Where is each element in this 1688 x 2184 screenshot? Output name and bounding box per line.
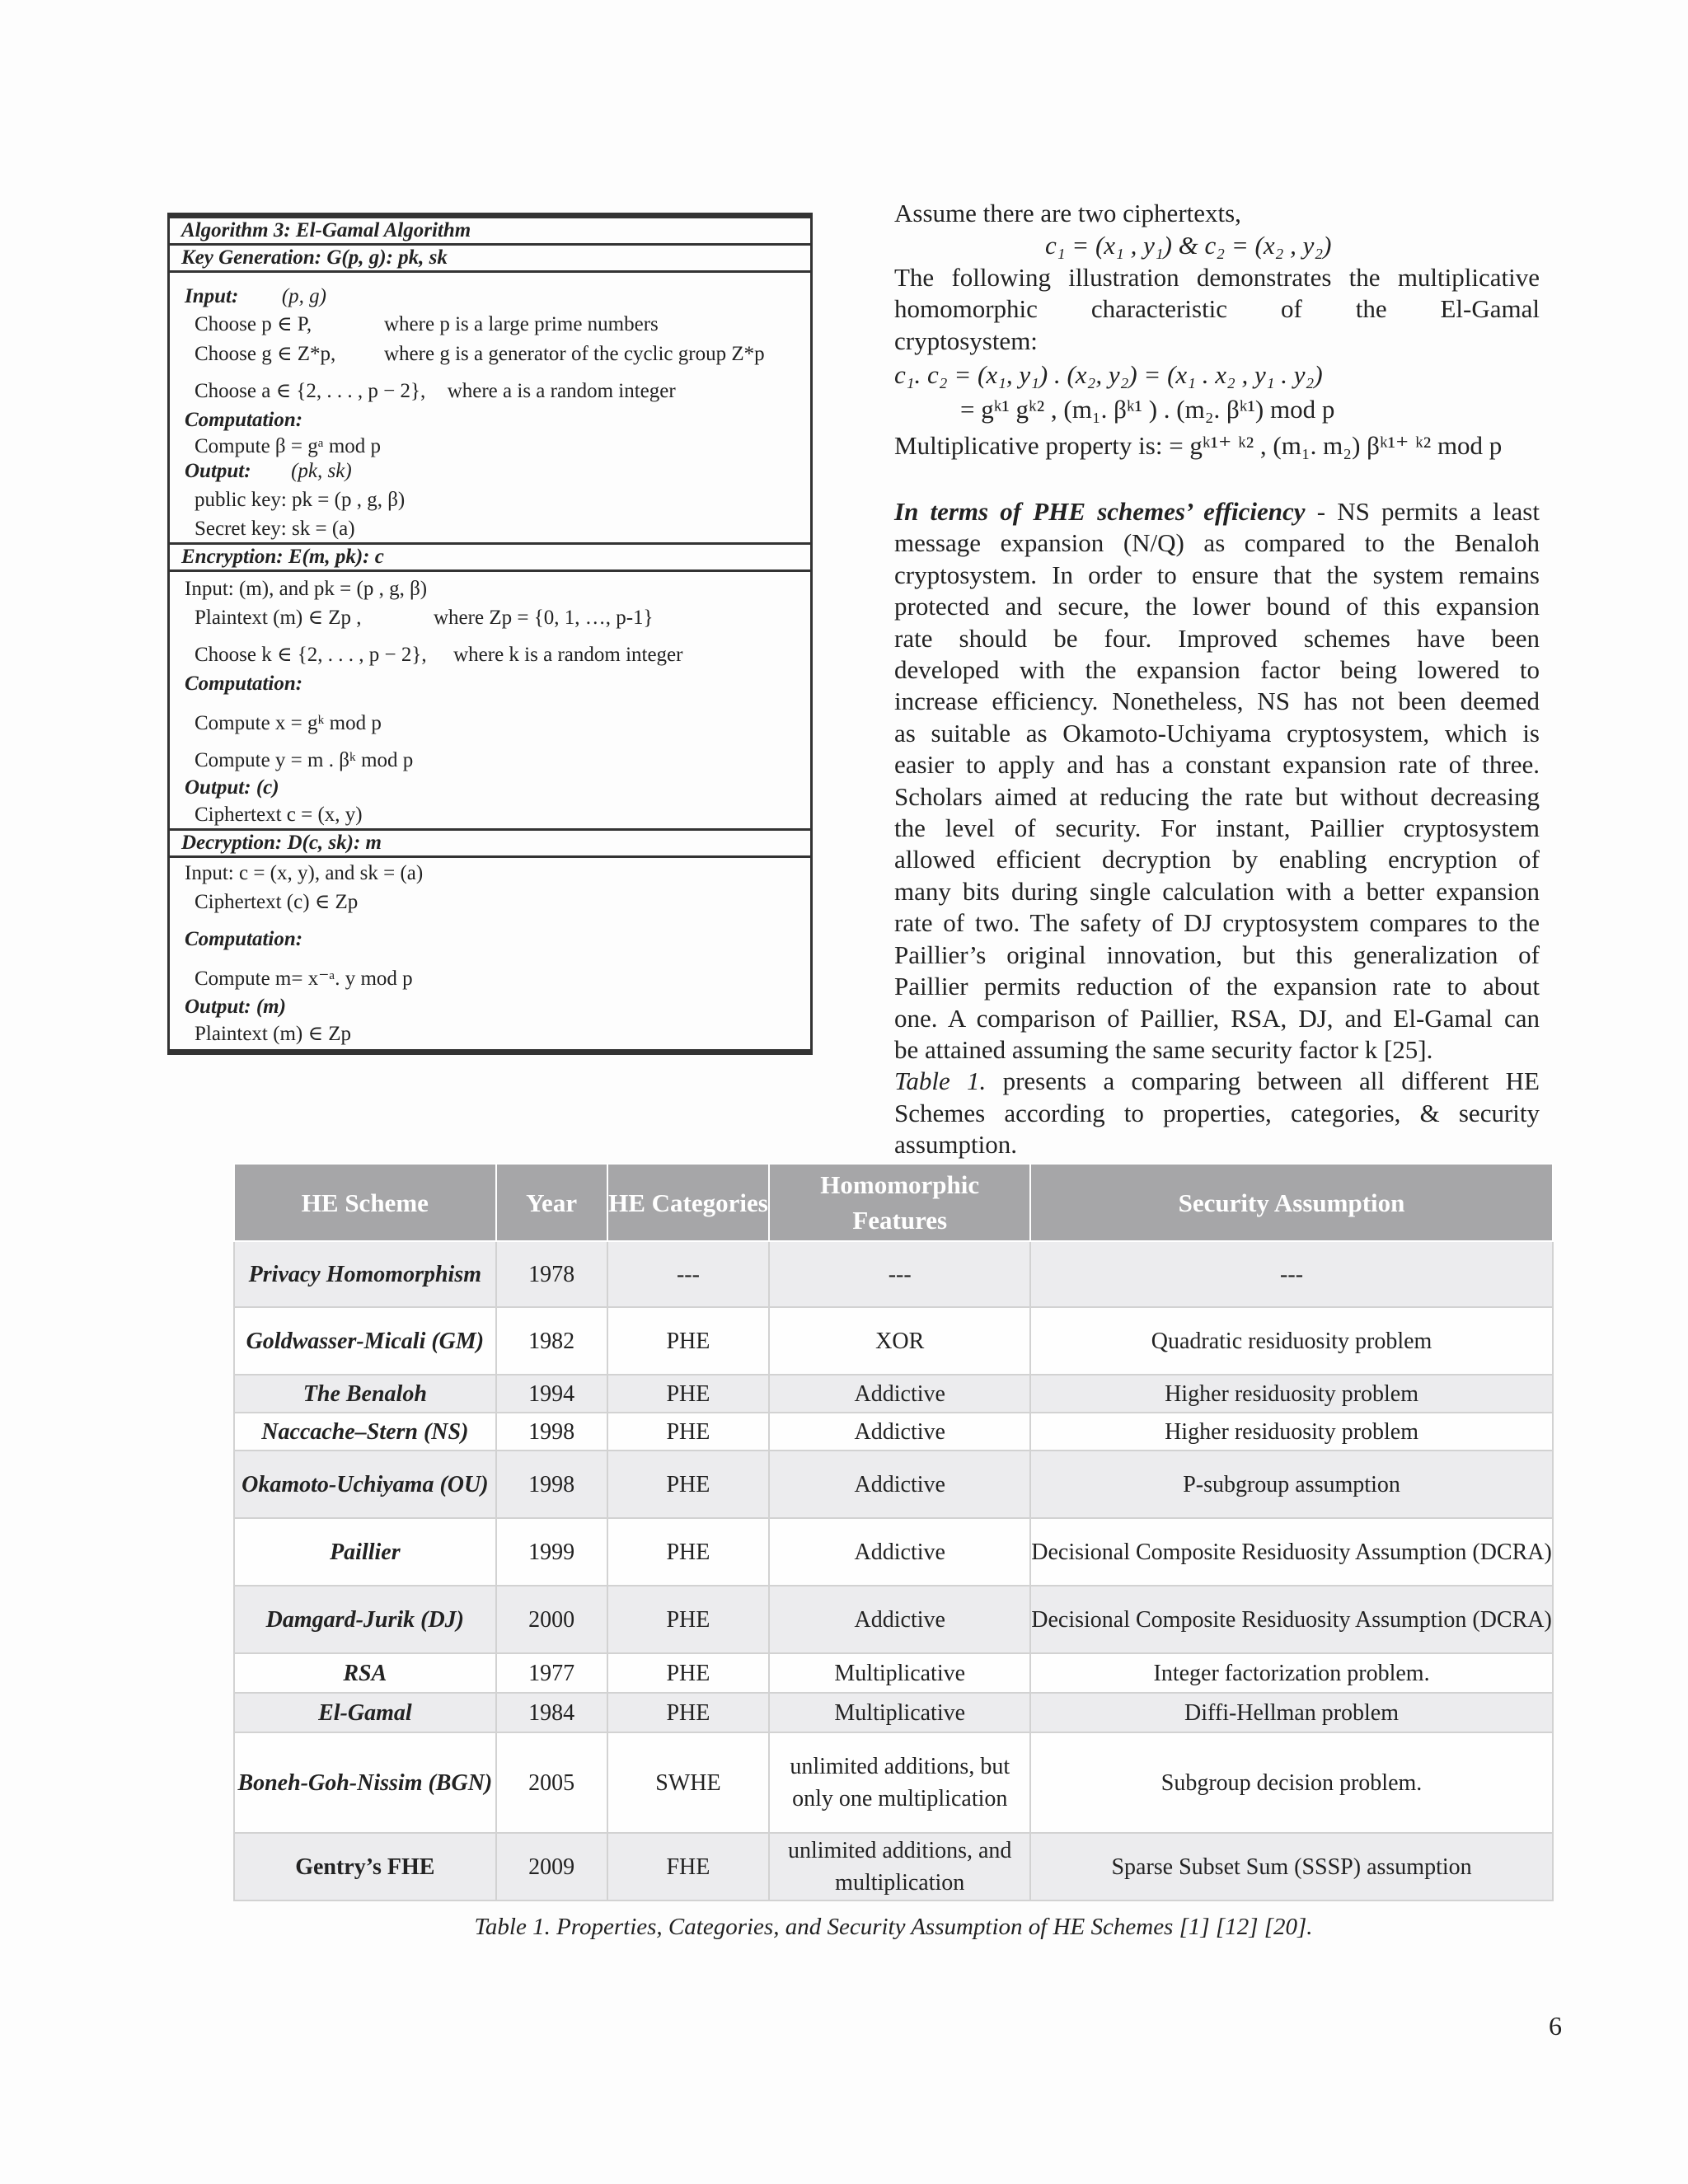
cell-security: Sparse Subset Sum (SSSP) assumption xyxy=(1030,1833,1553,1900)
keygen-choose-g: Choose g ∈ Z*p, where g is a generator of the cyclic group Z*p xyxy=(195,343,765,365)
efficiency-line: protected and secure, the lower bound of this expansion xyxy=(894,592,1540,621)
cell-security: Higher residuosity problem xyxy=(1030,1375,1553,1413)
cell-scheme: Goldwasser-Micali (GM) xyxy=(234,1307,496,1375)
encryption-compute-x: Compute x = gᵏ mod p xyxy=(195,712,382,734)
cell-year: 2000 xyxy=(496,1586,607,1653)
cell-category: PHE xyxy=(607,1586,770,1653)
cell-scheme: El-Gamal xyxy=(234,1693,496,1732)
cell-scheme: The Benaloh xyxy=(234,1375,496,1413)
keygen-input: Input: (p, g) xyxy=(185,285,326,307)
efficiency-line: cryptosystem. In order to ensure that the system remains xyxy=(894,560,1540,589)
cell-feature: Multiplicative xyxy=(769,1693,1030,1732)
cell-year: 1977 xyxy=(496,1653,607,1693)
cell-feature: --- xyxy=(769,1241,1030,1307)
cell-year: 1994 xyxy=(496,1375,607,1413)
efficiency-line: developed with the expansion factor being lowered to xyxy=(894,655,1540,685)
cell-category: PHE xyxy=(607,1693,770,1732)
efficiency-line: the level of security. For instant, Paillier cryptosystem xyxy=(894,813,1540,843)
assume-line: Assume there are two ciphertexts, xyxy=(894,199,1241,227)
cell-security: P-subgroup assumption xyxy=(1030,1451,1553,1518)
cell-category: PHE xyxy=(607,1653,770,1693)
efficiency-line: increase efficiency. Nonetheless, NS has not been deemed xyxy=(894,687,1540,716)
cell-category: PHE xyxy=(607,1518,770,1586)
table-row xyxy=(234,1653,1553,1693)
encryption-compute-y: Compute y = m . βᵏ mod p xyxy=(195,749,414,771)
cell-scheme: Okamoto-Uchiyama (OU) xyxy=(234,1451,496,1518)
cell-scheme: Damgard-Jurik (DJ) xyxy=(234,1586,496,1653)
cell-year: 1999 xyxy=(496,1518,607,1586)
cell-security: Decisional Composite Residuosity Assumption (DCRA) xyxy=(1030,1586,1553,1653)
table-reference-line-2: Schemes according to properties, categories, & security xyxy=(894,1098,1540,1127)
efficiency-line: allowed efficient decryption by enabling encryption of xyxy=(894,845,1540,874)
cell-category: PHE xyxy=(607,1413,770,1451)
table-row xyxy=(234,1307,1553,1375)
keygen-public-key: public key: pk = (p , g, β) xyxy=(195,489,406,511)
table-reference-line-3: assumption. xyxy=(894,1130,1017,1160)
table-reference-line-1: Table 1. presents a comparing between all different HE xyxy=(894,1066,1540,1096)
table-header-row xyxy=(234,1164,1553,1241)
efficiency-line: as suitable as Okamoto-Uchiyama cryptosystem, which is xyxy=(894,718,1540,748)
cell-category: PHE xyxy=(607,1375,770,1413)
cell-feature: Addictive xyxy=(769,1375,1030,1413)
efficiency-lead: In terms of PHE schemes’ efficiency xyxy=(894,497,1306,526)
cell-feature: unlimited additions, and multiplication xyxy=(769,1833,1030,1900)
header-homomorphic-features: Homomorphic Features xyxy=(769,1164,1030,1241)
efficiency-line: rate should be four. Improved schemes have been xyxy=(894,623,1540,653)
efficiency-line: Paillier permits reduction of the expansion rate to about xyxy=(894,972,1540,1001)
cell-year: 2009 xyxy=(496,1833,607,1900)
table-row xyxy=(234,1833,1553,1900)
he-schemes-table xyxy=(233,1163,1554,1901)
cell-feature: Addictive xyxy=(769,1518,1030,1586)
keygen-choose-p: Choose p ∈ P, where p is a large prime numbers xyxy=(195,313,659,335)
cell-feature: Addictive xyxy=(769,1413,1030,1451)
encryption-input: Input: (m), and pk = (p , g, β) xyxy=(185,578,428,600)
efficiency-line: rate of two. The safety of DJ cryptosystem compares to the xyxy=(894,908,1540,938)
following-line-3: cryptosystem: xyxy=(894,326,1038,355)
cell-scheme: Boneh-Goh-Nissim (BGN) xyxy=(234,1732,496,1833)
algorithm-title: Algorithm 3: El-Gamal Algorithm xyxy=(170,218,810,246)
table-row xyxy=(234,1586,1553,1653)
table-row xyxy=(234,1693,1553,1732)
cell-category: SWHE xyxy=(607,1732,770,1833)
cell-year: 1978 xyxy=(496,1241,607,1307)
table-row xyxy=(234,1518,1553,1586)
ciphertexts-equation: c₁ = (x₁ , y₁) & c₂ = (x₂ , y₂) xyxy=(1045,231,1332,260)
table-row xyxy=(234,1241,1553,1307)
cell-feature: XOR xyxy=(769,1307,1030,1375)
cell-category: PHE xyxy=(607,1451,770,1518)
efficiency-line: Paillier’s original innovation, but this generalization of xyxy=(894,940,1540,969)
keygen-compute-beta: Compute β = gᵃ mod p xyxy=(195,435,382,457)
decryption-compute-m: Compute m= x⁻ᵃ. y mod p xyxy=(195,968,413,990)
cell-category: PHE xyxy=(607,1307,770,1375)
decryption-ciphertext: Ciphertext (c) ∈ Zp xyxy=(195,891,359,913)
efficiency-line-1: In terms of PHE schemes’ efficiency - NS permits a least xyxy=(894,497,1540,526)
decryption-computation-label: Computation: xyxy=(185,928,303,950)
cell-security: Integer factorization problem. xyxy=(1030,1653,1553,1693)
cell-security: Higher residuosity problem xyxy=(1030,1413,1553,1451)
efficiency-line: many bits during single calculation with a better expansion xyxy=(894,876,1540,906)
cell-category: --- xyxy=(607,1241,770,1307)
cell-feature: unlimited additions, but only one multiplication xyxy=(769,1732,1030,1833)
cell-security: Decisional Composite Residuosity Assumption (DCRA) xyxy=(1030,1518,1553,1586)
decryption-output: Output: (m) xyxy=(185,996,286,1018)
encryption-ciphertext: Ciphertext c = (x, y) xyxy=(195,804,363,826)
cell-year: 1982 xyxy=(496,1307,607,1375)
table-row xyxy=(234,1413,1553,1451)
decryption-header: Decryption: D(c, sk): m xyxy=(170,831,810,858)
efficiency-paragraph xyxy=(894,496,1540,1161)
encryption-choose-k: Choose k ∈ {2, . . . , p − 2}, where k is a random integer xyxy=(195,644,683,666)
following-line-1: The following illustration demonstrates the multiplicative xyxy=(894,263,1540,292)
efficiency-line: Scholars aimed at reducing the rate but without decreasing xyxy=(894,781,1540,811)
equation-3: Multiplicative property is: = gᵏ¹⁺ ᵏ² , (m₁. m₂) βᵏ¹⁺ ᵏ² mod p xyxy=(894,431,1503,460)
efficiency-line: be attained assuming the same security factor k [25]. xyxy=(894,1034,1433,1064)
cell-feature: Multiplicative xyxy=(769,1653,1030,1693)
cell-scheme: Privacy Homomorphism xyxy=(234,1241,496,1307)
encryption-computation-label: Computation: xyxy=(185,673,303,695)
keygen-output: Output: (pk, sk) xyxy=(185,460,352,482)
keygen-computation-label: Computation: xyxy=(185,409,303,431)
cell-year: 1998 xyxy=(496,1413,607,1451)
keygen-secret-key: Secret key: sk = (a) xyxy=(195,518,355,540)
decryption-plaintext: Plaintext (m) ∈ Zp xyxy=(195,1023,352,1045)
cell-security: Diffi-Hellman problem xyxy=(1030,1693,1553,1732)
table-caption: Table 1. Properties, Categories, and Security Assumption of HE Schemes [1] [12] [20]. xyxy=(474,1914,1313,1940)
algorithm-box xyxy=(167,213,813,1055)
efficiency-line: message expansion (N/Q) as compared to the Benaloh xyxy=(894,528,1540,558)
cell-feature: Addictive xyxy=(769,1586,1030,1653)
header-he-categories: HE Categories xyxy=(607,1164,770,1241)
decryption-input: Input: c = (x, y), and sk = (a) xyxy=(185,862,424,884)
cell-scheme: Paillier xyxy=(234,1518,496,1586)
table-row xyxy=(234,1375,1553,1413)
table-reference: Table 1. xyxy=(894,1066,987,1096)
header-security-assumption: Security Assumption xyxy=(1030,1164,1553,1241)
header-he-scheme: HE Scheme xyxy=(234,1164,496,1241)
equation-2: = gᵏ¹ gᵏ² , (m₁. βᵏ¹ ) . (m₂. βᵏ¹) mod p xyxy=(960,395,1335,424)
keygen-choose-a: Choose a ∈ {2, . . . , p − 2}, where a is a random integer xyxy=(195,380,676,402)
encryption-header: Encryption: E(m, pk): c xyxy=(170,545,810,572)
cell-feature: Addictive xyxy=(769,1451,1030,1518)
cell-year: 1984 xyxy=(496,1693,607,1732)
keygen-header: Key Generation: G(p, g): pk, sk xyxy=(170,246,810,273)
cell-scheme: Gentry’s FHE xyxy=(234,1833,496,1900)
efficiency-line: one. A comparison of Paillier, RSA, DJ, and El-Gamal can xyxy=(894,1003,1540,1033)
header-year: Year xyxy=(496,1164,607,1241)
table-row xyxy=(234,1451,1553,1518)
encryption-output: Output: (c) xyxy=(185,776,279,799)
page-number: 6 xyxy=(1549,2011,1562,2041)
cell-scheme: RSA xyxy=(234,1653,496,1693)
cell-scheme: Naccache–Stern (NS) xyxy=(234,1413,496,1451)
encryption-plaintext: Plaintext (m) ∈ Zp , where Zp = {0, 1, …, p-1} xyxy=(195,607,654,629)
cell-year: 2005 xyxy=(496,1732,607,1833)
cell-security: Quadratic residuosity problem xyxy=(1030,1307,1553,1375)
cell-year: 1998 xyxy=(496,1451,607,1518)
efficiency-line: easier to apply and has a constant expansion rate of three. xyxy=(894,750,1540,780)
equation-1: c₁. c₂ = (x₁, y₁) . (x₂, y₂) = (x₁ . x₂ , y₁ . y₂) xyxy=(894,360,1323,389)
following-line-2: homomorphic characteristic of the El-Gamal xyxy=(894,294,1540,323)
cell-security: Subgroup decision problem. xyxy=(1030,1732,1553,1833)
cell-category: FHE xyxy=(607,1833,770,1900)
cell-security: --- xyxy=(1030,1241,1553,1307)
table-row xyxy=(234,1732,1553,1833)
